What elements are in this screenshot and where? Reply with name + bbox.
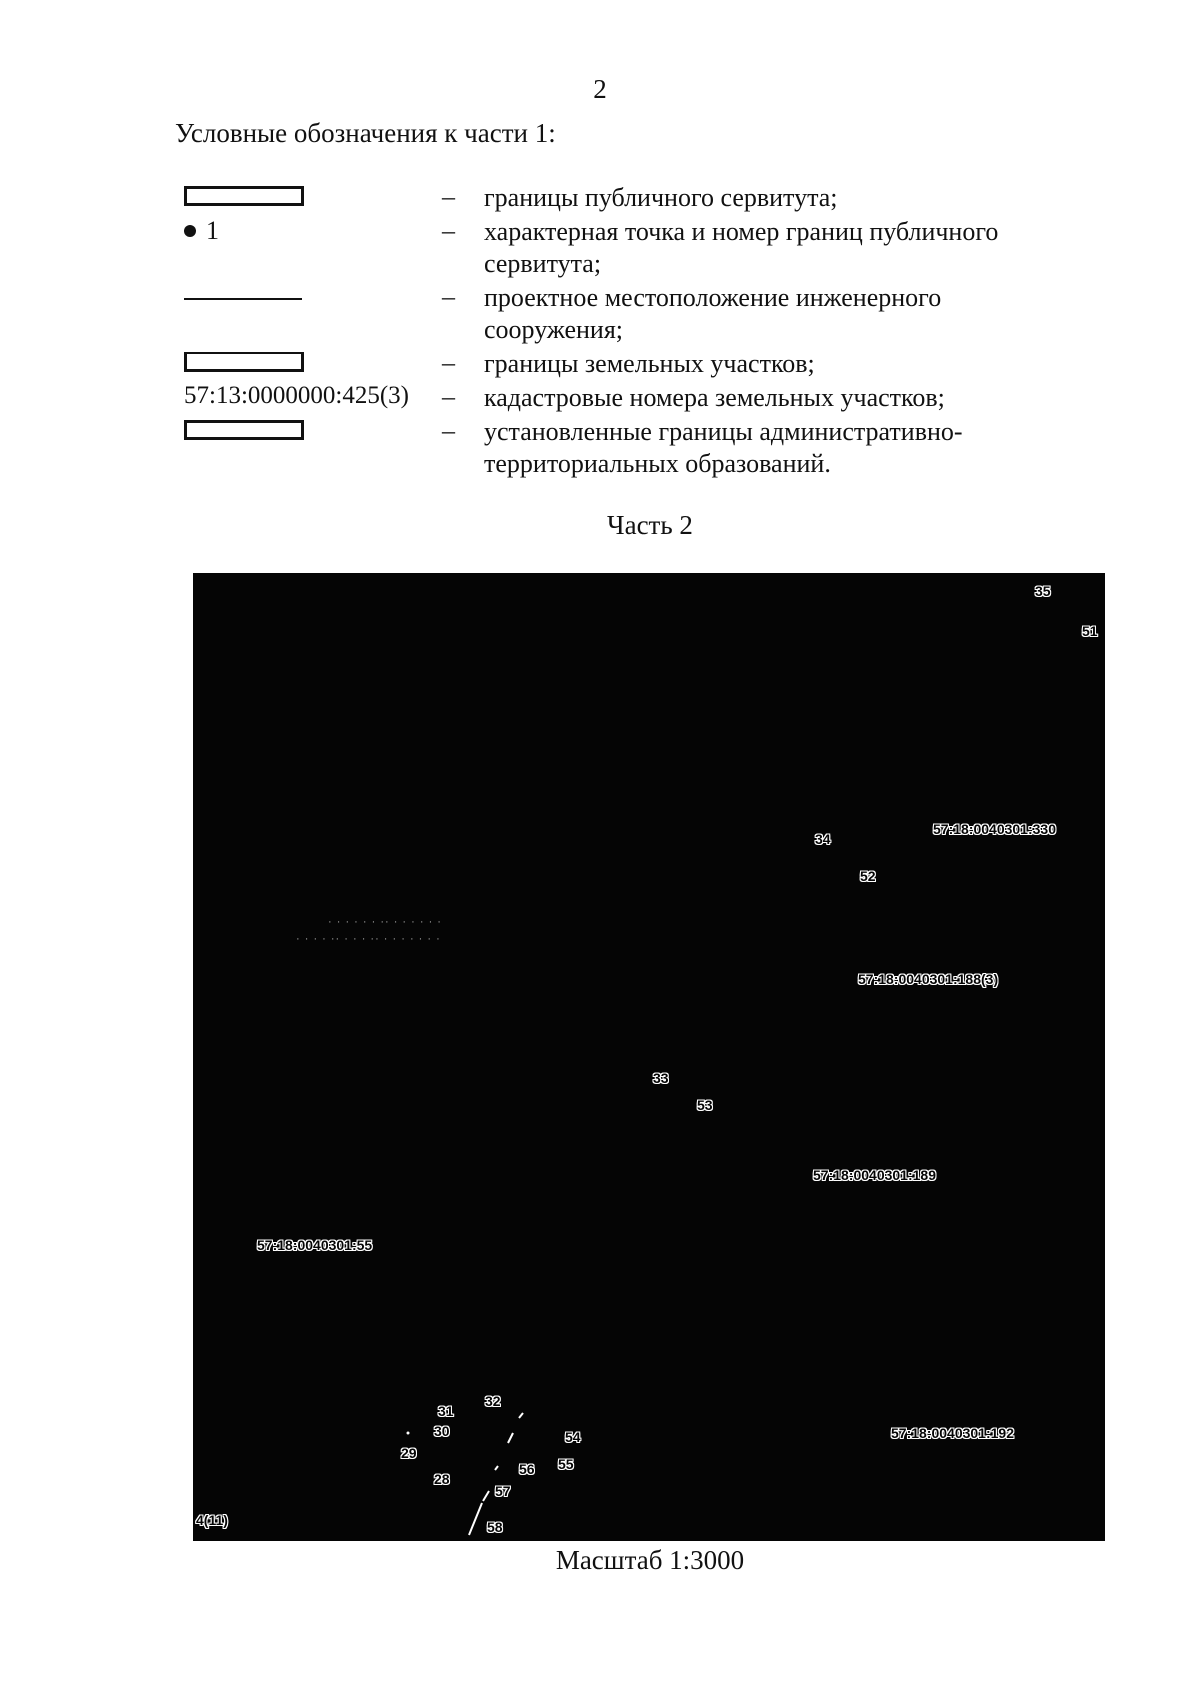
point-dot-icon [184,225,196,237]
cadastral-label-55: 57:18:0040301:55 [257,1237,373,1253]
servitude-boundary-symbol [184,186,304,206]
admin-boundary-symbol [184,420,304,440]
part-title: Часть 2 [607,510,693,540]
land-plot-boundary-symbol [184,352,304,372]
legend-desc-engineering-line: проектное местоположение инженерного сооружения; [484,283,942,344]
point-symbol-label: 1 [206,216,219,245]
cadastral-example: 57:13:0000000:425(3) [184,382,409,409]
point-symbol [184,216,219,246]
legend-desc-admin-boundary: установленные границы административно-территориальных образований. [484,417,963,478]
faint-map-text: · · · · · · ·· · · · · · · [328,916,442,928]
engineering-line-segment [519,1413,523,1418]
cadastral-label-330: 57:18:0040301:330 [933,821,1056,837]
point-label-35: 35 [1035,583,1051,599]
point-label-29: 29 [401,1445,417,1461]
point-label-32: 32 [485,1393,501,1409]
point-label-30: 30 [434,1423,450,1439]
point-label-31: 31 [438,1403,454,1419]
cadastral-label-192: 57:18:0040301:192 [891,1425,1014,1441]
engineering-line-symbol [184,298,302,300]
point-label-34: 34 [815,831,831,847]
engineering-line-segment [483,1491,489,1501]
point-label-55: 55 [558,1456,574,1472]
map-lines [193,573,1105,1541]
point-label-28: 28 [434,1471,450,1487]
map-scale: Масштаб 1:3000 [555,1545,745,1575]
point-label-54: 54 [565,1429,581,1445]
servitude-point [407,1432,410,1435]
legend-desc-cadastral-numbers: кадастровые номера земельных участков; [484,383,945,412]
legend-dash: – [442,416,455,445]
legend-dash: – [442,382,455,411]
engineering-line-segment [469,1503,482,1535]
legend-desc-point: характерная точка и номер границ публичного сервитута; [484,217,999,278]
legend-title: Условные обозначения к части 1: [175,118,556,148]
point-label-33: 33 [653,1070,669,1086]
engineering-line-segment [508,1433,513,1443]
point-label-51: 51 [1082,623,1098,639]
cadastral-label-189: 57:18:0040301:189 [813,1167,936,1183]
faint-map-text: · · · · ·· · · · ·· · · · · · · · [296,933,441,945]
legend-dash: – [442,348,455,377]
point-label-53: 53 [697,1097,713,1113]
legend-desc-servitude-boundary: границы публичного сервитута; [484,183,838,212]
legend-dash: – [442,182,455,211]
point-label-52: 52 [860,868,876,884]
point-label-56: 56 [519,1461,535,1477]
engineering-line-segment [495,1466,498,1470]
map-part-2 [193,573,1105,1541]
legend-dash: – [442,282,455,311]
cadastral-label-188-3: 57:18:0040301:188(3) [858,971,999,987]
page-number: 2 [593,74,607,104]
point-label-57: 57 [495,1483,511,1499]
point-label-58: 58 [487,1519,503,1535]
legend-dash: – [442,216,455,245]
legend-desc-land-plot-boundary: границы земельных участков; [484,349,815,378]
cadastral-label-4-11: 4(11) [196,1512,228,1528]
